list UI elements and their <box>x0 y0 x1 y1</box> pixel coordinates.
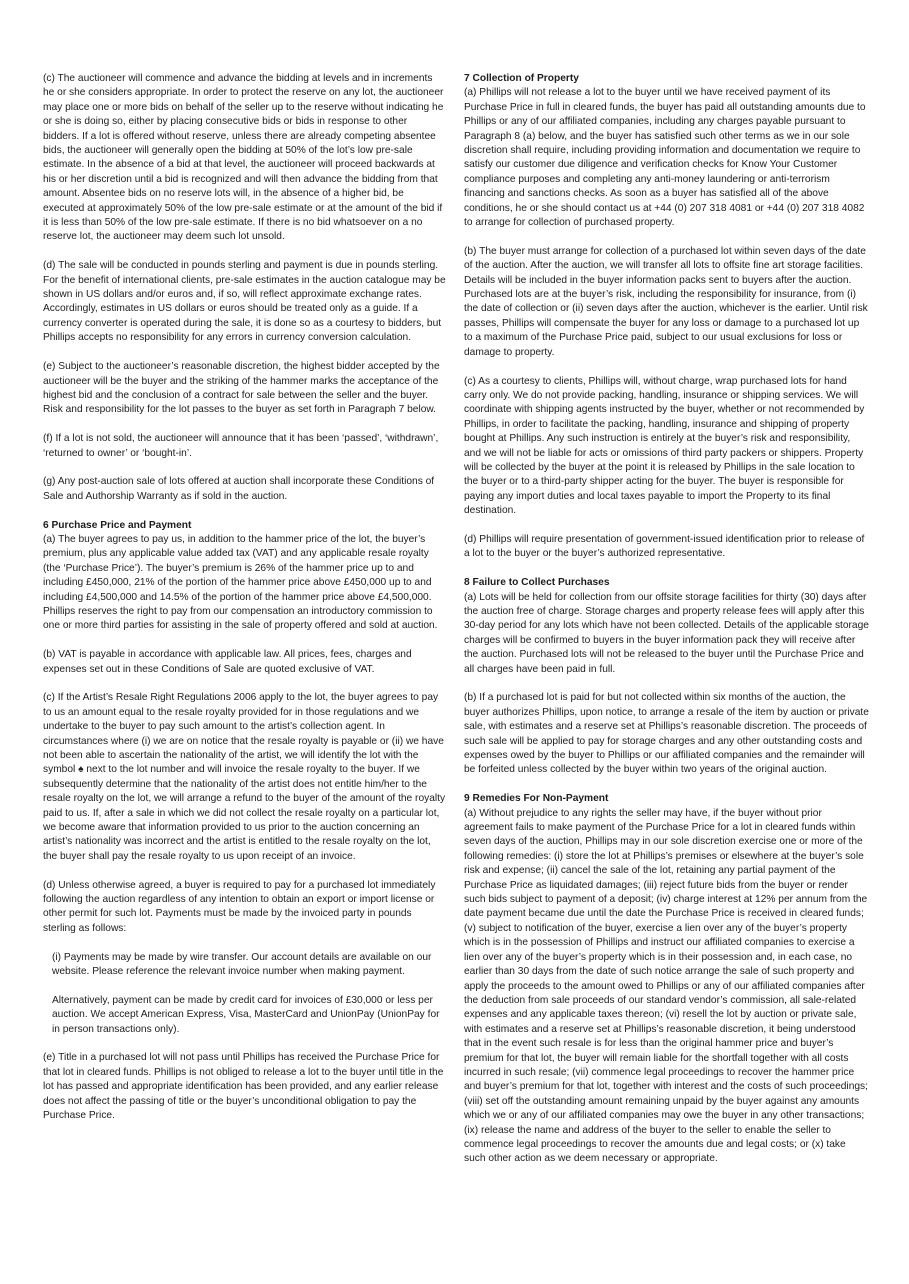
section-7-heading: 7 Collection of Property <box>464 73 579 84</box>
paragraph-6a-purchase-price: (a) The buyer agrees to pay us, in addition to the hammer price of the lot, the buyer’s premium, plus any applicable value added tax (VAT) and any applicable resale royalty (the ‘Purchase Price’). The buyer’s premium is 26% of the hammer price up to and including £450,000, 21% of the portion of the hammer price above £450,000 up to and including £4,500,000 and 14.5% of the portion of the hammer price above £4,500,000. Phillips reserves the right to pay from our compensation an introductory commission to one or more third parties for assisting in the sale of property offered and sold at auction. <box>43 533 438 632</box>
paragraph-6b-vat: (b) VAT is payable in accordance with applicable law. All prices, fees, charges and expenses set out in these Conditions of Sale are quoted exclusive of VAT. <box>43 649 412 675</box>
section-8-heading: 8 Failure to Collect Purchases <box>464 577 610 589</box>
paragraph-7a-release: (a) Phillips will not release a lot to the buyer until we have received payment of its Purchase Price in full in cleared funds, the buyer has paid all outstanding amounts due to Phillips or any of our affiliated companies, including any charges payable pursuant to Paragraph 8 (a) below, and the buyer has satisfied such other terms as we in our sole discretion shall require, including providing information and documentation we require to satisfy our customer due diligence and verification checks for Know Your Customer compliance purposes and completing any anti-money laundering or anti-terrorism financing and sanctions checks. As soon as a buyer has satisfied all of the above conditions, he or she should contact us at +44 (0) 207 318 4081 or +44 (0) 207 318 4082 to arrange for collection of purchased property. <box>464 87 866 229</box>
paragraph-7d-identification: (d) Phillips will require presentation of government-issued identification prior to release of a lot to the buyer or the buyer’s authorized representative. <box>464 533 865 560</box>
paragraph-6d-i-wire-transfer: (i) Payments may be made by wire transfer. Our account details are available on our website. Please reference the relevant invoice number when making payment. <box>52 951 432 978</box>
left-column <box>43 72 446 1138</box>
paragraph-8a-storage: (a) Lots will be held for collection from our offsite storage facilities for thirty (30) days after the auction free of charge. Storage charges and property release fees will apply after this 30-day period for any lots which have not been collected. Details of the applicable storage charges will be confirmed to buyers in the buyer information pack they will receive after the auction. Purchased lots will not be released to the buyer until the Purchase Price and all charges have been paid in full. <box>464 591 869 675</box>
paragraph-5f-not-sold: (f) If a lot is not sold, the auctioneer will announce that it has been ‘passed’, ‘withdrawn’, ‘returned to owner’ or ‘bought-in’. <box>43 433 439 459</box>
paragraph-5d-currency: (d) The sale will be conducted in pounds sterling and payment is due in pounds sterling. For the benefit of international clients, pre-sale estimates in the auction catalogue may be shown in US dollars and/or euros and, if so, will reflect approximate exchange rates. Accordingly, estimates in US dollars or euros should be treated only as a guide. If a currency converter is operated during the sale, it is done so as a courtesy to bidders, but Phillips accepts no responsibility for any errors in currency conversion calculation. <box>43 260 446 344</box>
paragraph-7c-wrapping: (c) As a courtesy to clients, Phillips will, without charge, wrap purchased lots for hand carry only. We do not provide packing, handling, insurance or shipping services. We will coordinate with shipping agents instructed by the buyer, whether or not recommended by Phillips, in order to facilitate the packing, handling, insurance and shipping of property bought at Phillips. Any such instruction is entirely at the buyer’s risk and responsibility, and we will not be liable for acts or omissions of third party packers or shippers. Property will be collected by the buyer at the point it is released by Phillips in the sale location to the buyer or to a third-party shipper acting for the buyer. The buyer is responsible for paying any import duties and local taxes payable to import the Property to its final destination. <box>464 375 865 517</box>
paragraph-9a-remedies: (a) Without prejudice to any rights the seller may have, if the buyer without prior agreement fails to make payment of the Purchase Price for a lot in cleared funds within seven days of the auction, Phillips may in our sole discretion exercise one or more of the following remedies: (i) store the lot at Phillips’s premises or elsewhere at the buyer’s sole risk and expense; (ii) cancel the sale of the lot, retaining any partial payment of the Purchase Price as liquidated damages; (iii) reject future bids from the buyer or render such bids subject to payment of a deposit; (iv) charge interest at 12% per annum from the date payment became due until the date the Purchase Price is received in cleared funds; (v) subject to notification of the buyer, exercise a lien over any of the buyer’s property which is in the possession of Phillips and instruct our affiliated companies to exercise a lien over any of the buyer’s property which is in their possession and, in each case, no earlier than 30 days from the date of such notice arrange the sale of such property and apply the proceeds to the amount owed to Phillips or any of our affiliated companies after the deduction from sale proceeds of our standard vendor’s commission, all sale-related expenses and any applicable taxes thereon; (vi) resell the lot by auction or private sale, with estimates and a reserve set at Phillips’s reasonable discretion, it being understood that in the event such resale is for less than the original hammer price and buyer’s premium for that lot, the buyer will remain liable for the shortfall together with all costs incurred in such resale; (vii) commence legal proceedings to recover the hammer price and buyer’s premium for that lot, together with interest and the costs of such proceedings; (viii) set off the outstanding amount remaining unpaid by the buyer against any amounts which we or any of our affiliated companies may owe the buyer in any other transactions; (ix) release the name and address of the buyer to the seller to enable the seller to commence legal proceedings to recover the amounts due and legal costs; or (x) take such other action as we deem necessary or appropriate. <box>464 807 868 1165</box>
paragraph-6e-title: (e) Title in a purchased lot will not pass until Phillips has received the Purchase Price for that lot in cleared funds. Phillips is not obliged to release a lot to the buyer until title in the lot has passed and appropriate identification has been provided, and any earlier release does not affect the passing of title or the buyer’s unconditional obligation to pay the Purchase Price. <box>43 1052 444 1122</box>
paragraph-6c-resale-royalty: (c) If the Artist’s Resale Right Regulations 2006 apply to the lot, the buyer agrees to pay to us an amount equal to the resale royalty provided for in those regulations and we undertake to the buyer to pay such amount to the artist’s collection agent. In circumstances where (i) we are on notice that the resale royalty is payable or (ii) we have not been able to ascertain the nationality of the artist, we will identify the lot with the symbol ♠ next to the lot number and will invoice the resale royalty to the buyer. If we subsequently determine that the nationality of the artist does not entitle him/her to the resale royalty on the lot, we will arrange a refund to the buyer of the amount of the royalty paid to us. If, after a sale in which we did not collect the resale royalty on a particular lot, we become aware that information provided to us prior to the auction concerning an artist’s nationality was incorrect and the artist is entitled to the resale royalty on the lot, the buyer shall pay the resale royalty to us upon receipt of an invoice. <box>43 692 446 862</box>
right-column <box>464 72 869 1181</box>
paragraph-8b-resale: (b) If a purchased lot is paid for but not collected within six months of the auction, the buyer authorizes Phillips, upon notice, to arrange a resale of the item by auction or private sale, with estimates and a reserve set at Phillips’s reasonable discretion. The proceeds of such sale will be applied to pay for storage charges and any other outstanding costs and expenses owed by the buyer to Phillips or our affiliated companies and the remainder will be forfeited unless collected by the buyer within two years of the original auction. <box>464 692 869 776</box>
paragraph-5c-bidding: (c) The auctioneer will commence and advance the bidding at levels and in increments he or she considers appropriate. In order to protect the reserve on any lot, the auctioneer may place one or more bids on behalf of the seller up to the reserve without indicating he or she is doing so, either by placing consecutive bids or bids in response to other bidders. If a lot is offered without reserve, unless there are already competing absentee bids, the auctioneer will generally open the bidding at 50% of the lot’s low pre-sale estimate. In the absence of a bid at that level, the auctioneer will proceed backwards at his or her discretion until a bid is recognized and will then advance the bidding from that amount. Absentee bids on no reserve lots will, in the absence of a higher bid, be executed at approximately 50% of the low pre-sale estimate or at the amount of the bid if it is less than 50% of the low pre-sale estimate. If there is no bid whatsoever on a no reserve lot, the auctioneer may deem such lot unsold. <box>43 73 444 243</box>
section-9-heading: 9 Remedies For Non-Payment <box>464 793 609 805</box>
paragraph-5g-post-auction: (g) Any post-auction sale of lots offered at auction shall incorporate these Conditions of Sale and Authorship Warranty as if sold in the auction. <box>43 476 435 502</box>
paragraph-6d-payment: (d) Unless otherwise agreed, a buyer is required to pay for a purchased lot immediately following the auction regardless of any intention to obtain an export or import license or other permit for such lot. Payments must be made by the invoiced party in pounds sterling as follows: <box>43 879 436 934</box>
paragraph-6d-credit-card: Alternatively, payment can be made by credit card for invoices of £30,000 or less per auction. We accept American Express, Visa, MasterCard and UnionPay (UnionPay for in person transactions only). <box>52 994 440 1035</box>
section-6-heading: 6 Purchase Price and Payment <box>43 519 192 531</box>
paragraph-7b-collection: (b) The buyer must arrange for collection of a purchased lot within seven days of the date of the auction. After the auction, we will transfer all lots to offsite fine art storage facilities. Details will be included in the buyer information packs sent to buyers after the auction. Purchased lots are at the buyer’s risk, including the responsibility for insurance, from (i) the date of collection or (ii) seven days after the auction, whichever is the earlier. Until risk passes, Phillips will compensate the buyer for any loss or damage to a purchased lot up to a maximum of the Purchase Price paid, subject to our usual exclusions for loss or damage to property. <box>464 245 868 358</box>
paragraph-5e-highest-bidder: (e) Subject to the auctioneer’s reasonable discretion, the highest bidder accepted by the auctioneer will be the buyer and the striking of the hammer marks the acceptance of the highest bid and the conclusion of a contract for sale between the seller and the buyer. Risk and responsibility for the lot passes to the buyer as set forth in Paragraph 7 below. <box>43 361 440 416</box>
